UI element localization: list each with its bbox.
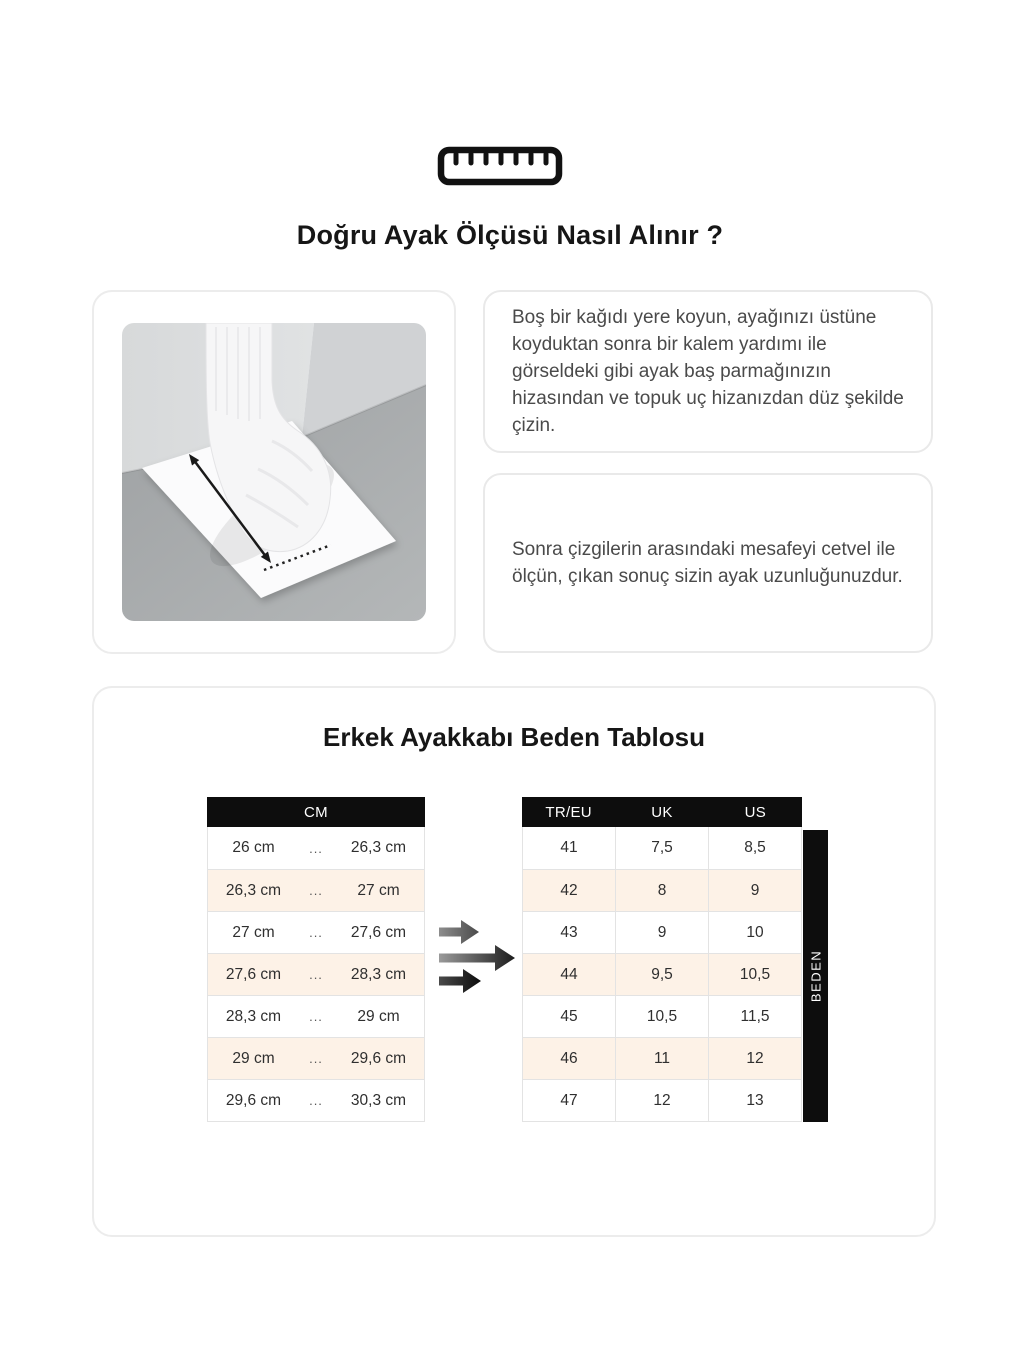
size-table-card (92, 686, 936, 1237)
instruction-text-2: Sonra çizgilerin arasındaki mesafeyi cetvel ile ölçün, çıkan sonuç sizin ayak uzunluğunuzdur. (512, 539, 903, 587)
eu-table-row: 42 8 9 (523, 869, 801, 911)
col-header-tr-eu: TR/EU (545, 803, 592, 821)
conversion-arrows-icon (439, 918, 517, 996)
cm-table-row: 27 cm ... 27,6 cm (208, 911, 424, 953)
instruction-card-1 (483, 290, 933, 453)
eu-size-table (522, 797, 802, 1122)
instruction-card-2 (483, 473, 933, 653)
beden-label: BEDEN (808, 949, 823, 1003)
col-header-uk: UK (651, 803, 673, 821)
eu-table-row: 46 11 12 (523, 1037, 801, 1079)
cm-table (207, 797, 425, 1122)
foot-measurement-illustration (122, 323, 426, 621)
cm-table-row: 26,3 cm ... 27 cm (208, 869, 424, 911)
page-title: Doğru Ayak Ölçüsü Nasıl Alınır ? (296, 220, 724, 250)
cm-table-row: 27,6 cm ... 28,3 cm (208, 953, 424, 995)
size-table-title: Erkek Ayakkabı Beden Tablosu (323, 722, 705, 752)
eu-table-row: 45 10,5 11,5 (523, 995, 801, 1037)
eu-table-row: 43 9 10 (523, 911, 801, 953)
cm-table-row: 28,3 cm ... 29 cm (208, 995, 424, 1037)
eu-table-row: 41 7,5 8,5 (523, 827, 801, 869)
cm-table-row: 29 cm ... 29,6 cm (208, 1037, 424, 1079)
measurement-photo-card (92, 290, 456, 654)
eu-table-row: 44 9,5 10,5 (523, 953, 801, 995)
eu-table-body (522, 827, 802, 1122)
instruction-text-1: Boş bir kağıdı yere koyun, ayağınızı üstüne koyduktan sonra bir kalem yardımı ile görseldeki gibi ayak baş parmağınızın hizasından ve topuk uç hizanızdan düz şekilde çizin. (512, 307, 904, 436)
col-header-us: US (744, 803, 767, 821)
cm-table-header: CM (207, 797, 425, 827)
eu-table-row: 47 12 13 (523, 1079, 801, 1121)
cm-table-body (207, 827, 425, 1122)
beden-side-bar (803, 830, 828, 1122)
cm-table-row: 26 cm ... 26,3 cm (232, 839, 407, 856)
ruler-icon (437, 146, 563, 186)
cm-table-row: 29,6 cm ... 30,3 cm (208, 1079, 424, 1121)
eu-table-header (522, 797, 802, 827)
